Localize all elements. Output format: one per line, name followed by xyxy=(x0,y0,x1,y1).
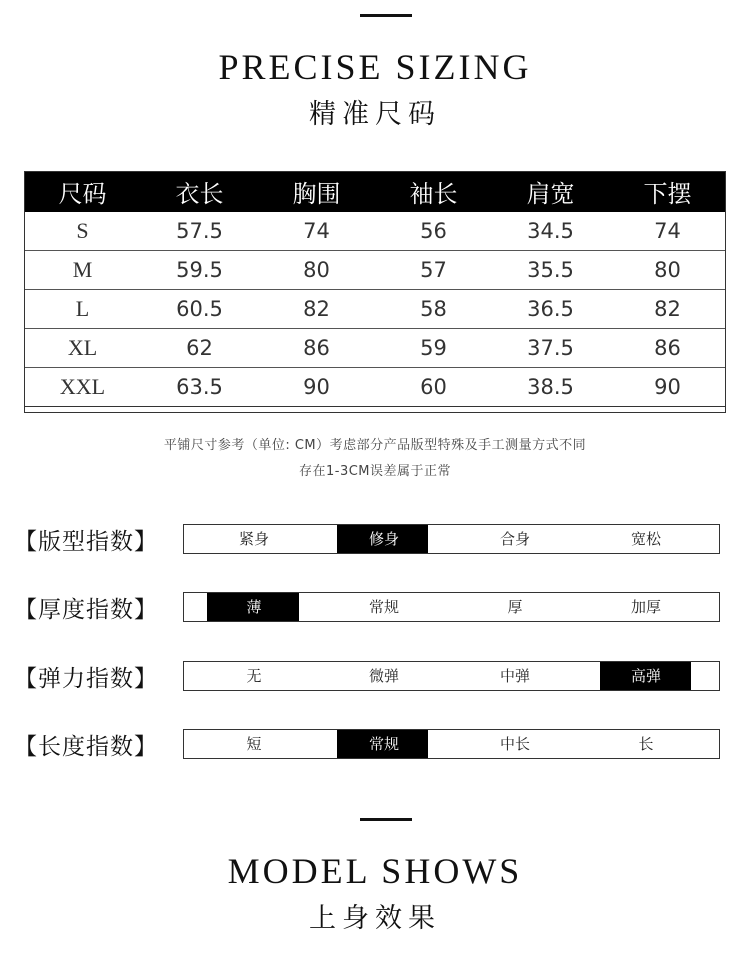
thickness-option: 厚 xyxy=(507,598,523,616)
section-title-en: PRECISE SIZING xyxy=(218,47,532,87)
table-cell: XXL xyxy=(24,368,141,407)
fit-index-scale xyxy=(183,524,720,554)
table-cell: 56 xyxy=(375,212,492,251)
stretch-index-label: 【弹力指数】 xyxy=(14,666,158,692)
stretch-option-selected: 高弹 xyxy=(630,667,661,685)
fit-option-selected: 修身 xyxy=(368,530,399,548)
measurement-note: 平铺尺寸参考（单位: CM）考虑部分产品版型特殊及手工测量方式不同 xyxy=(163,438,587,453)
table-cell: 34.5 xyxy=(492,212,609,251)
table-cell: 57 xyxy=(375,251,492,290)
thickness-option-selected: 薄 xyxy=(246,598,262,616)
thickness-option: 常规 xyxy=(368,598,399,616)
table-cell: 37.5 xyxy=(492,329,609,368)
thickness-index-label: 【厚度指数】 xyxy=(14,597,158,623)
fit-option: 合身 xyxy=(499,530,530,548)
table-cell: 90 xyxy=(609,368,726,407)
stretch-option: 中弹 xyxy=(499,667,530,685)
table-cell: 74 xyxy=(609,212,726,251)
fit-option: 紧身 xyxy=(238,530,269,548)
header-hem: 下摆 xyxy=(609,171,726,212)
stretch-option: 无 xyxy=(246,667,262,685)
table-cell: 63.5 xyxy=(141,368,258,407)
thickness-index-scale xyxy=(183,592,720,622)
table-row xyxy=(24,251,726,290)
table-cell: 80 xyxy=(609,251,726,290)
length-option: 短 xyxy=(246,735,262,753)
table-cell: 74 xyxy=(258,212,375,251)
table-cell: 82 xyxy=(609,290,726,329)
length-index-label: 【长度指数】 xyxy=(14,734,158,760)
length-option-selected: 常规 xyxy=(368,735,399,753)
length-option: 中长 xyxy=(499,735,530,753)
fit-option: 宽松 xyxy=(630,530,661,548)
header-shoulder: 肩宽 xyxy=(492,171,609,212)
table-cell: XL xyxy=(24,329,141,368)
table-cell: 59 xyxy=(375,329,492,368)
bottom-divider-bar xyxy=(360,818,412,821)
stretch-index-scale xyxy=(183,661,720,691)
measurement-note-line2: 存在1-3CM误差属于正常 xyxy=(298,464,452,479)
thickness-option: 加厚 xyxy=(630,598,661,616)
stretch-option: 微弹 xyxy=(368,667,399,685)
table-cell: L xyxy=(24,290,141,329)
header-length: 衣长 xyxy=(141,171,258,212)
table-cell: 38.5 xyxy=(492,368,609,407)
table-cell: 86 xyxy=(609,329,726,368)
header-size: 尺码 xyxy=(24,171,141,212)
table-cell: 62 xyxy=(141,329,258,368)
length-index-scale xyxy=(183,729,720,759)
model-shows-title-cn: 上身效果 xyxy=(309,903,441,934)
table-row xyxy=(24,290,726,329)
header-sleeve: 袖长 xyxy=(375,171,492,212)
section-title-cn: 精准尺码 xyxy=(309,99,441,130)
table-cell: 36.5 xyxy=(492,290,609,329)
model-shows-title-en: MODEL SHOWS xyxy=(227,851,523,891)
table-row xyxy=(24,368,726,407)
table-cell: 82 xyxy=(258,290,375,329)
table-cell: 35.5 xyxy=(492,251,609,290)
table-cell: M xyxy=(24,251,141,290)
fit-index-label: 【版型指数】 xyxy=(14,529,158,555)
table-cell: 60 xyxy=(375,368,492,407)
size-table-header xyxy=(24,171,726,212)
top-divider-bar xyxy=(360,14,412,17)
table-cell: 59.5 xyxy=(141,251,258,290)
table-row xyxy=(24,212,726,251)
table-cell: 90 xyxy=(258,368,375,407)
table-cell: 58 xyxy=(375,290,492,329)
header-chest: 胸围 xyxy=(258,171,375,212)
table-cell: S xyxy=(24,212,141,251)
table-cell: 57.5 xyxy=(141,212,258,251)
table-cell: 60.5 xyxy=(141,290,258,329)
length-option: 长 xyxy=(638,735,654,753)
size-table xyxy=(24,171,726,407)
table-cell: 86 xyxy=(258,329,375,368)
table-row xyxy=(24,329,726,368)
table-cell: 80 xyxy=(258,251,375,290)
